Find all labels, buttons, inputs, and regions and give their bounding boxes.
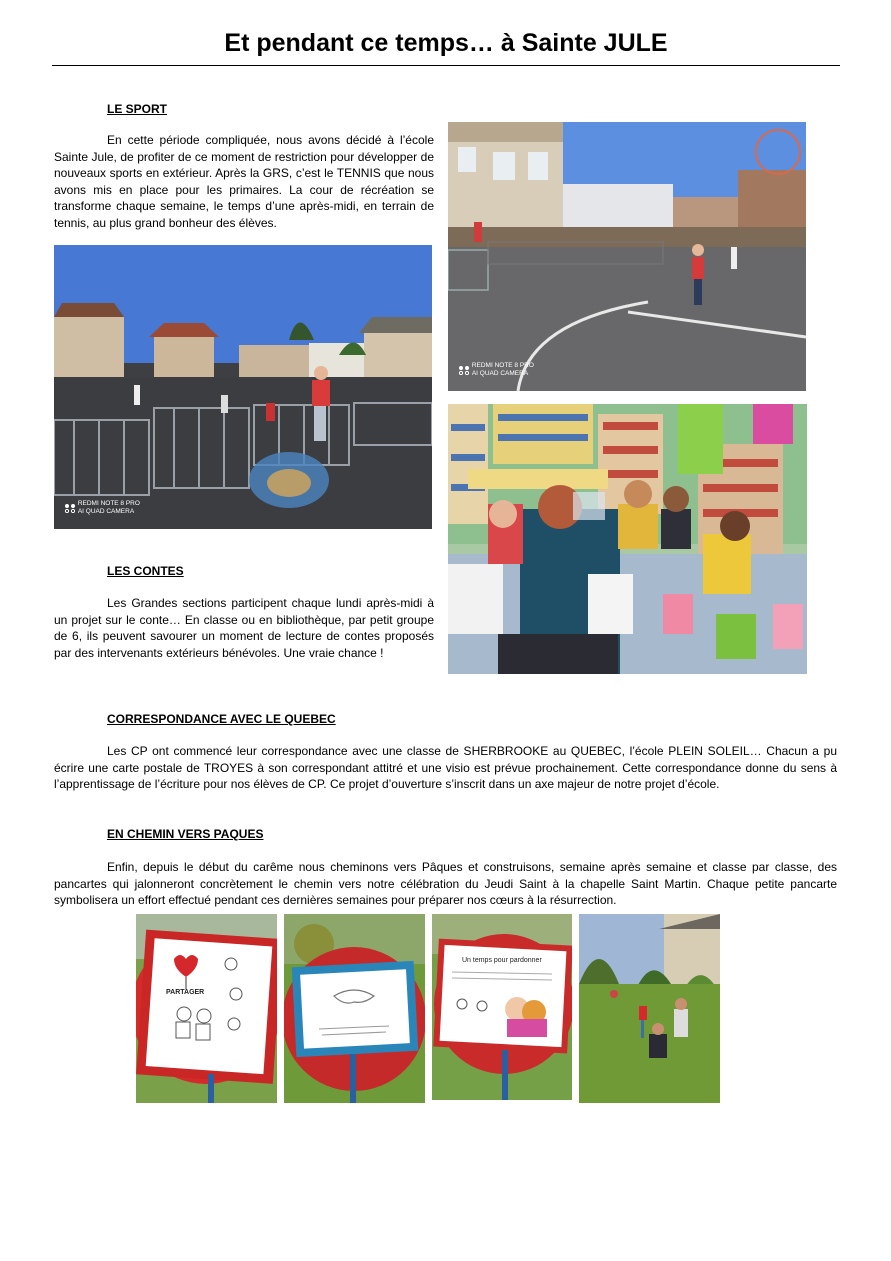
section-text-quebec: Les CP ont commencé leur correspondance avec une classe de SHERBROOKE au QUEBEC, l’école PLEIN SOLEIL… Chacun a pu écrire une carte postale de TROYES à son correspondant attitré et une visio est prévue prochainement. Cette correspondance donne du sens à l’apprentissage de l’écriture pour nos élèves de CP. Ce projet d’ouverture s’inscrit dans un axe majeur de notre projet d’école.: [54, 744, 837, 792]
section-text-contes: Les Grandes sections participent chaque lundi après-midi à un projet sur le conte… En classe ou en bibliothèque, par petit groupe de 6, ils peuvent savourer un moment de lecture de contes proposés par des intervenants extérieurs bénévoles. Une vraie chance !: [54, 596, 434, 660]
photo-sign-partager: [136, 914, 277, 1103]
section-heading-quebec: CORRESPONDANCE AVEC LE QUEBEC: [107, 712, 336, 726]
photo-library-storytime: [448, 404, 807, 674]
sign-temps-text: Un temps pour pardonner: [462, 957, 542, 964]
photo-garden-class: [579, 914, 720, 1103]
photo-sign-colombe: [284, 914, 425, 1103]
camera-feature-text: AI QUAD CAMERA: [471, 370, 529, 377]
camera-logo-icon: [64, 503, 76, 513]
camera-watermark: [64, 500, 140, 516]
section-text-paques: Enfin, depuis le début du carême nous cheminons vers Pâques et construisons, semaine après semaine et classe par classe, des pancartes qui jalonneront concrètement le chemin vers notre célébration du Jeudi Saint à la chapelle Saint Martin. Chaque petite pancarte symbolisera un effort effectué pendant ces dernières semaines pour préparer nos cœurs à la résurrection.: [54, 860, 837, 908]
camera-logo-icon: [458, 365, 470, 375]
section-heading-sport: LE SPORT: [107, 102, 168, 116]
camera-model-text: REDMI NOTE 8 PRO: [77, 500, 140, 507]
photo-tennis-court: [448, 122, 806, 391]
photo-sign-pardonner: [432, 914, 572, 1100]
camera-model-text: REDMI NOTE 8 PRO: [471, 362, 534, 369]
section-heading-contes: LES CONTES: [107, 564, 184, 578]
sign-partager-text: PARTAGER: [166, 989, 205, 996]
camera-feature-text: AI QUAD CAMERA: [77, 508, 135, 515]
photo-schoolyard: [54, 245, 432, 529]
section-heading-paques: EN CHEMIN VERS PAQUES: [107, 827, 264, 841]
section-text-sport: En cette période compliquée, nous avons décidé à l’école Sainte Jule, de profiter de ce moment de restriction pour développer de nouveaux sports en extérieur. Après la GRS, c’est le TENNIS que nous avons mis en place pour les primaires. La cour de récréation se transforme chaque semaine, le temps d’une après-midi, en terrain de tennis, au plus grand bonheur des élèves.: [54, 133, 434, 230]
camera-watermark: [458, 362, 534, 378]
page-title: Et pendant ce temps… à Sainte JULE: [224, 29, 668, 57]
title-divider: [52, 65, 840, 66]
